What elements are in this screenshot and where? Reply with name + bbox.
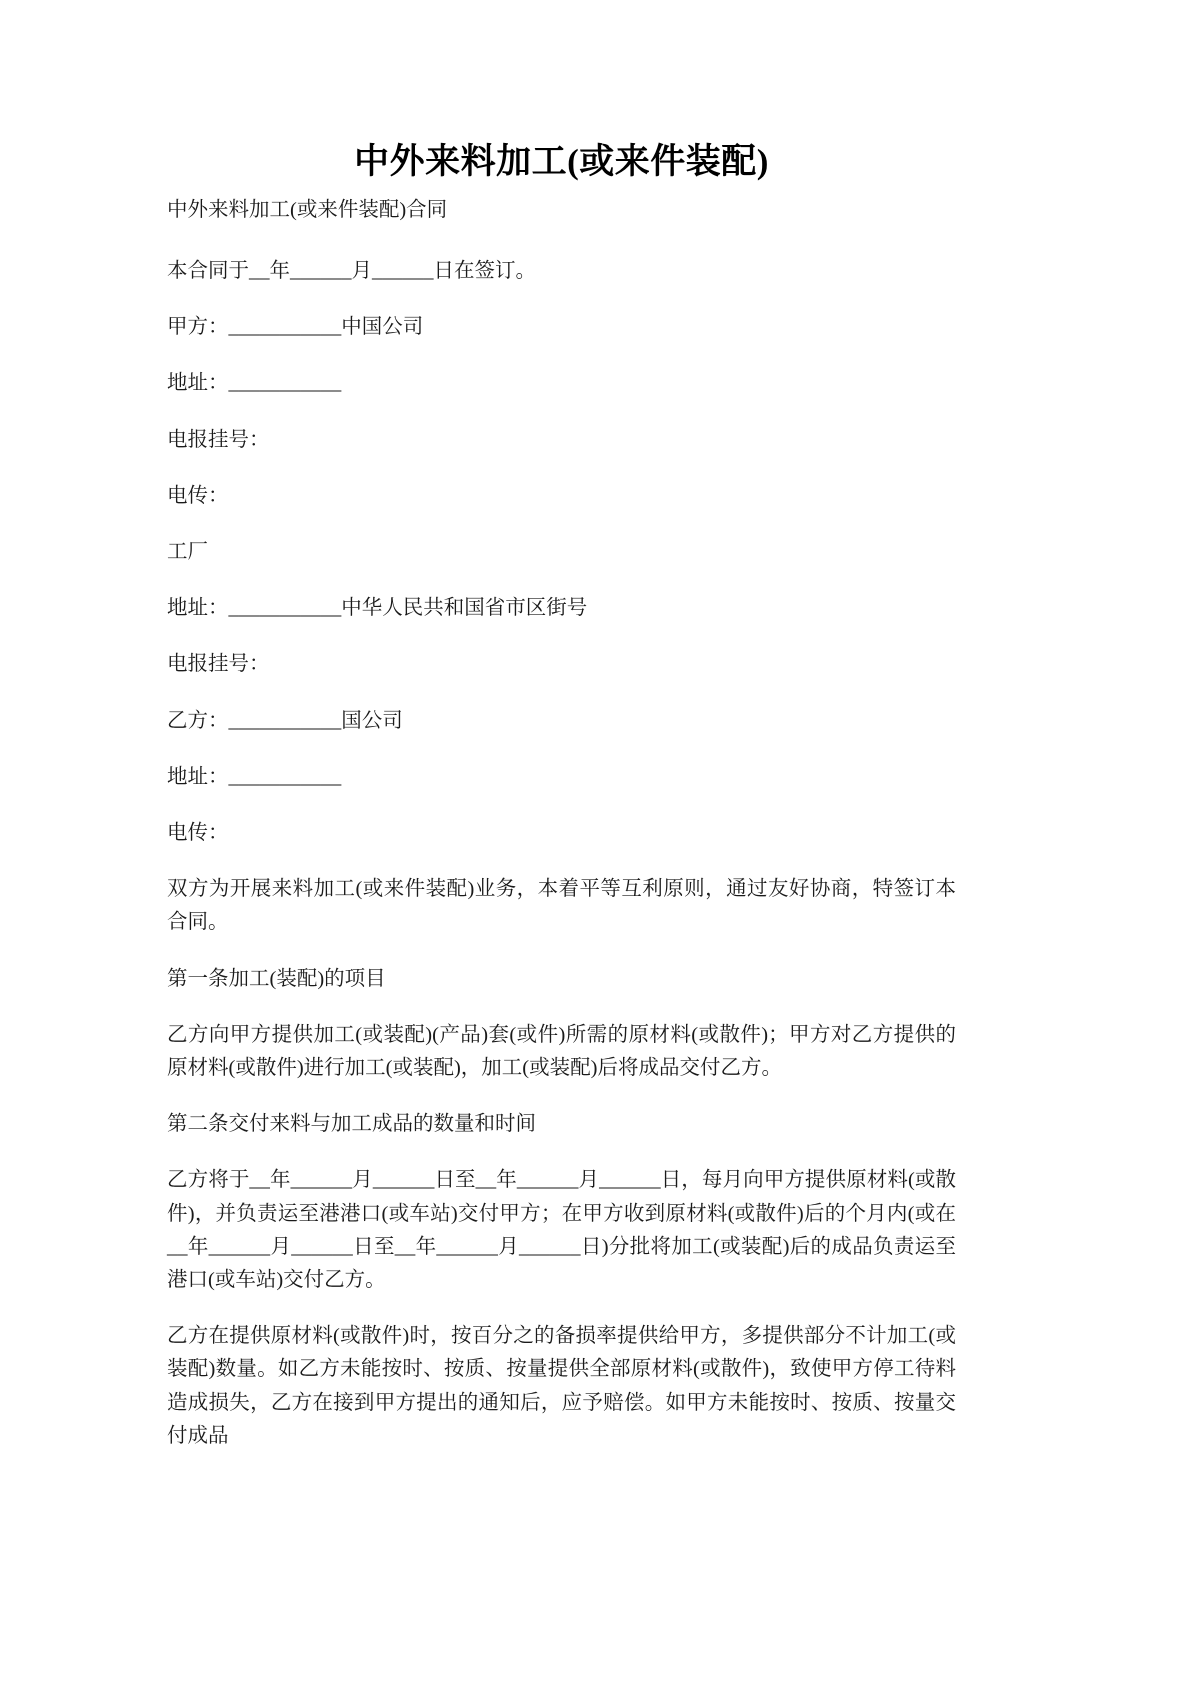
heading-article-1: 第一条加工(装配)的项目 xyxy=(167,967,386,990)
page-title: 中外来料加工(或来件装配) xyxy=(354,142,769,181)
paragraph-party-a-address: 地址：___________ xyxy=(167,372,342,395)
paragraph-article-2-loss-allowance: 乙方在提供原材料(或散件)时，按百分之的备损率提供给甲方，多提供部分不计加工(或装配)数量。如乙方未能按时、按质、按量提供全部原材料(或散件)，致使甲方停工待料造成损失，乙方在接到甲方提出的通知后，应予赔偿。如甲方未能按时、按质、按量交付成品 xyxy=(167,1325,956,1447)
paragraph-party-b: 乙方：___________国公司 xyxy=(167,709,403,732)
paragraph-factory: 工厂 xyxy=(167,540,208,563)
paragraph-factory-cable: 电报挂号： xyxy=(167,653,270,676)
paragraph-party-a-cable: 电报挂号： xyxy=(167,428,270,451)
paragraph-factory-address: 地址：___________中华人民共和国省市区街号 xyxy=(167,597,588,620)
paragraph-party-a-telex: 电传： xyxy=(167,484,229,507)
paragraph-party-b-telex: 电传： xyxy=(167,821,229,844)
document-subtitle: 中外来料加工(或来件装配)合同 xyxy=(167,198,448,221)
paragraph-article-2-delivery-schedule: 乙方将于__年______月______日至__年______月______日，每月向甲方提供原材料(或散件)，并负责运至港港口(或车站)交付甲方；在甲方收到原材料(或散件)后的个月内(或在__年______月______日至__年______月______日)分批将加工(或装配)后的成品负责运至港口(或车站)交付乙方。 xyxy=(167,1169,956,1292)
paragraph-party-a: 甲方：___________中国公司 xyxy=(167,316,424,339)
paragraph-preamble: 双方为开展来料加工(或来件装配)业务，本着平等互利原则，通过友好协商，特签订本合同。 xyxy=(167,878,956,934)
paragraph-article-1-body: 乙方向甲方提供加工(或装配)(产品)套(或件)所需的原材料(或散件)；甲方对乙方提供的原材料(或散件)进行加工(或装配)，加工(或装配)后将成品交付乙方。 xyxy=(167,1023,956,1079)
document-body xyxy=(167,140,956,1453)
paragraph-date-line: 本合同于__年______月______日在签订。 xyxy=(167,259,536,282)
paragraph-party-b-address: 地址：___________ xyxy=(167,765,342,788)
heading-article-2: 第二条交付来料与加工成品的数量和时间 xyxy=(167,1113,536,1136)
